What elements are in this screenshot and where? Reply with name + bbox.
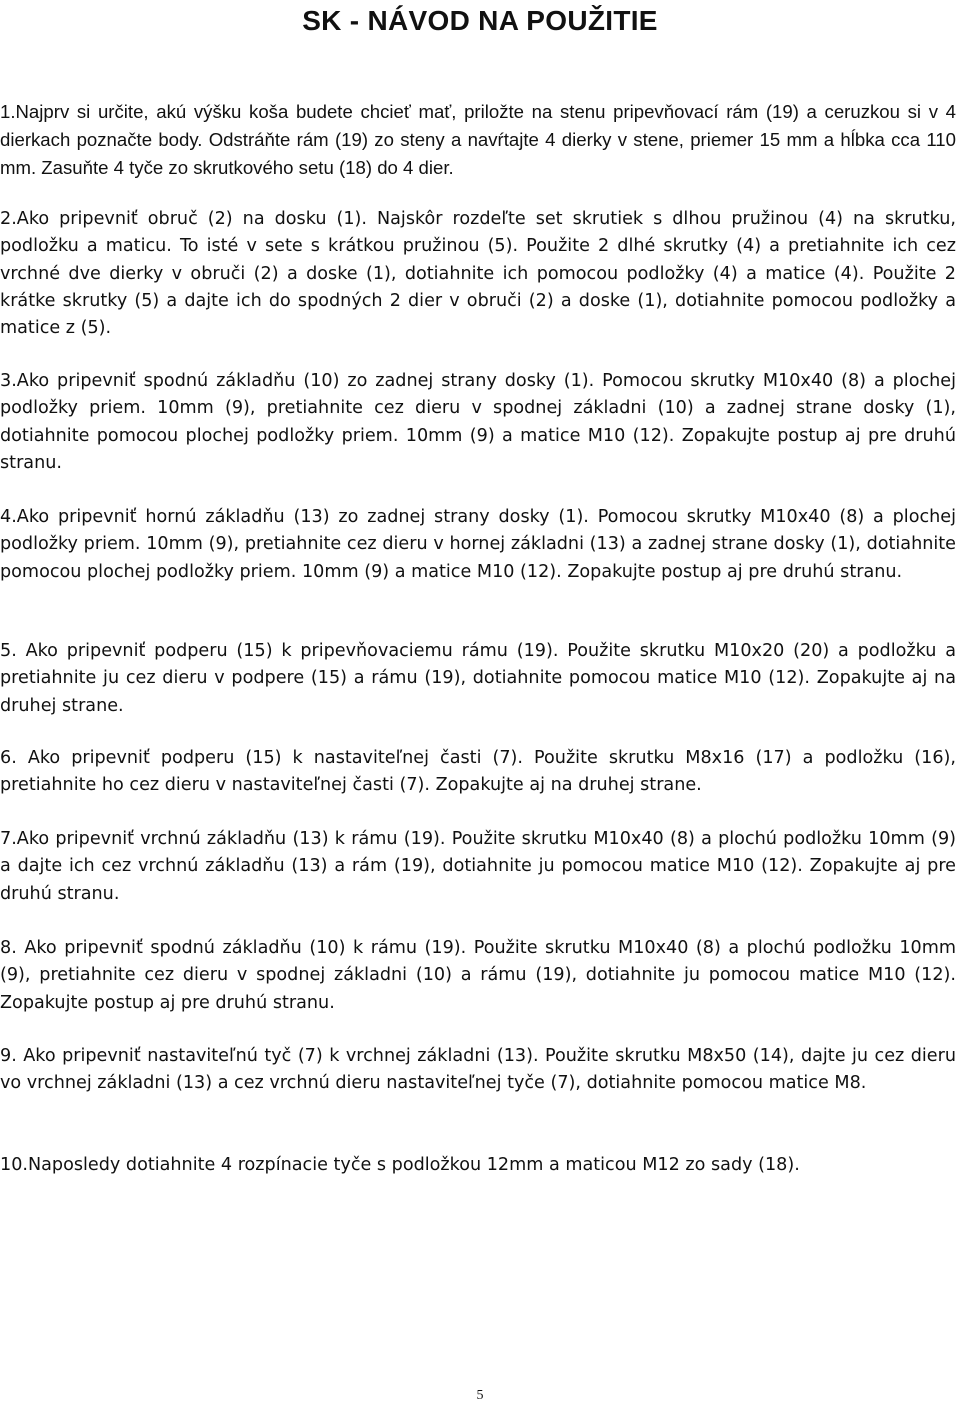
- step-1-paragraph: 1.Najprv si určite, akú výšku koša budete chcieť mať, priložte na stenu pripevňovací rám (19) a ceruzkou si v 4 dierkach poznačte body. Odstráňte rám (19) zo steny a navŕtajte 4 dierky v stene, priemer 15 mm a hĺbka cca 110 mm. Zasuňte 4 tyče zo skrutkového setu (18) do 4 dier.: [0, 101, 956, 178]
- step-3-paragraph: 3.Ako pripevniť spodnú základňu (10) zo zadnej strany dosky (1). Pomocou skrutky M10x40 (8) a plochej podložky priem. 10mm (9), pretiahnite cez dieru v spodnej základni (10) a zadnej strane dosky (1), dotiahnite pomocou plochej podložky priem. 10mm (9) a matice M10 (12). Zopakujte postup aj pre druhú stranu.: [0, 371, 956, 473]
- step-9-paragraph: 9. Ako pripevniť nastaviteľnú tyč (7) k vrchnej základni (13). Použite skrutku M8x50 (14), dajte ju cez dieru vo vrchnej základni (13) a cez vrchnú dieru nastaviteľnej tyče (7), dotiahnite pomocou matice M8.: [0, 1046, 956, 1094]
- step-7-paragraph: 7.Ako pripevniť vrchnú základňu (13) k rámu (19). Použite skrutku M10x40 (8) a plochú podložku 10mm (9) a dajte ich cez vrchnú základňu (13) a rám (19), dotiahnite ju pomocou matice M10 (12). Zopakujte aj pre druhú stranu.: [0, 829, 956, 904]
- step-8-paragraph: 8. Ako pripevniť spodnú základňu (10) k rámu (19). Použite skrutku M10x40 (8) a plochú podložku 10mm (9), pretiahnite cez dieru v spodnej základni (10) a rámu (19), dotiahnite ju pomocou matice M10 (12). Zopakujte postup aj pre druhú stranu.: [0, 938, 956, 1013]
- page-number: 5: [476, 1388, 484, 1403]
- step-2-paragraph: 2.Ako pripevniť obruč (2) na dosku (1). Najskôr rozdeľte set skrutiek s dlhou pružinou (4) na skrutku, podložku a maticu. To isté v sete s krátkou pružinou (5). Použite 2 dlhé skrutky (4) a pretiahnite ich cez vrchné dve dierky v obruči (2) a doske (1), dotiahnite ich pomocou podložky (4) a matice (4). Použite 2 krátke skrutky (5) a dajte ich do spodných 2 dier v obruči (2) a doske (1), dotiahnite pomocou podložky a matice z (5).: [0, 209, 956, 339]
- step-10-paragraph: 10.Naposledy dotiahnite 4 rozpínacie tyče s podložkou 12mm a maticou M12 zo sady (18).: [0, 1155, 800, 1175]
- step-4-paragraph: 4.Ako pripevniť hornú základňu (13) zo zadnej strany dosky (1). Pomocou skrutky M10x40 (8) a plochej podložky priem. 10mm (9), pretiahnite cez dieru v hornej základni (13) a zadnej strane dosky (1), dotiahnite pomocou plochej podložky priem. 10mm (9) a matice M10 (12). Zopakujte postup aj pre druhú stranu.: [0, 507, 956, 582]
- page-title: SK - NÁVOD NA POUŽITIE: [302, 5, 658, 36]
- step-5-paragraph: 5. Ako pripevniť podperu (15) k pripevňovaciemu rámu (19). Použite skrutku M10x20 (20) a podložku a pretiahnite ju cez dieru v podpere (15) a rámu (19), dotiahnite pomocou matice M10 (12). Zopakujte aj na druhej strane.: [0, 641, 956, 716]
- step-6-paragraph: 6. Ako pripevniť podperu (15) k nastaviteľnej časti (7). Použite skrutku M8x16 (17) a podložku (16), pretiahnite ho cez dieru v nastaviteľnej časti (7). Zopakujte aj na druhej strane.: [0, 748, 956, 796]
